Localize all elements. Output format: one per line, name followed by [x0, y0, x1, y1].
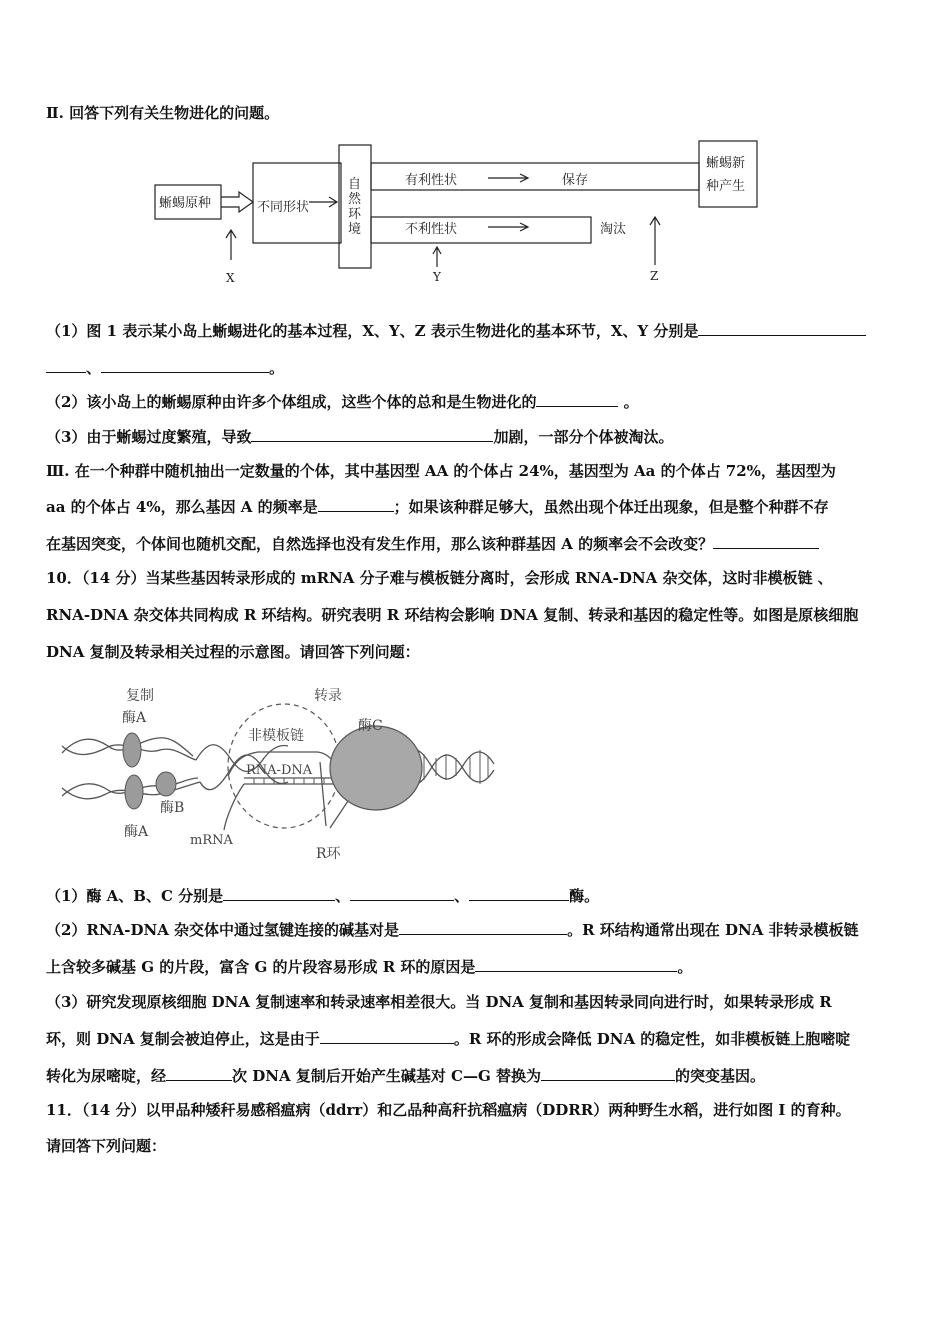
q9-question-1-line1: （1）图 1 表示某小岛上蜥蜴进化的基本过程，X、Y、Z 表示生物进化的基本环节，X、Y 分别是	[46, 321, 866, 341]
answer-blank[interactable]	[223, 886, 335, 901]
mrna-label: mRNA	[190, 833, 233, 848]
q10-question-2-line2: 上含较多碱基 G 的片段，富含 G 的片段容易形成 R 环的原因是 。	[46, 958, 693, 976]
enzyme-a-bottom	[125, 775, 143, 809]
traits-arrow	[309, 197, 337, 207]
q10-line1: 10．（14 分）当某些基因转录形成的 mRNA 分子难与模板链分离时，会形成 RNA-DNA 杂交体，这时非模板链 、	[46, 569, 833, 587]
part3-line3: 在基因突变，个体间也随机交配，自然选择也没有发生作用，那么该种群基因 A 的频率会不会改变？	[46, 534, 819, 554]
answer-blank[interactable]	[475, 957, 677, 972]
enzyme-b	[156, 772, 176, 796]
enzyme-a-bottom-label: 酶A	[124, 824, 149, 840]
mrna-strand	[224, 784, 244, 830]
non-template-label: 非模板链	[248, 728, 304, 744]
q11-line1: 11．（14 分）以甲品种矮秆易感稻瘟病（ddrr）和乙品种高秆抗稻瘟病（DDRR）两种野生水稻，进行如图 I 的育种。	[46, 1101, 851, 1119]
rna-dna-label: RNA-DNA	[246, 763, 313, 778]
q10-question-3-line2: 环，则 DNA 复制会被迫停止，这是由于 。R 环的形成会降低 DNA 的稳定性，如非模板链上胞嘧啶	[46, 1030, 851, 1048]
part3-line2: aa 的个体占 4%，那么基因 A 的频率是 ；如果该种群足够大，虽然出现个体迁出现象，但是整个种群不存	[46, 498, 829, 516]
evolution-diagram	[150, 140, 770, 290]
origin-label: 蜥蜴原种	[159, 196, 212, 211]
enzyme-a-top-label: 酶A	[122, 710, 147, 726]
q9-question-2: （2）该小岛上的蜥蜴原种由许多个体组成，这些个体的总和是生物进化的 。	[46, 393, 639, 411]
unfavorable-label: 不利性状	[405, 222, 458, 237]
unfavorable-arrow	[488, 223, 528, 231]
x-arrow	[226, 230, 236, 260]
new-species-line2: 种产生	[706, 179, 746, 194]
label-z: Z	[650, 269, 659, 283]
traits-label: 不同形状	[257, 200, 310, 215]
q9-question-1-line2: 、 。	[46, 358, 284, 378]
answer-blank[interactable]	[536, 392, 618, 407]
q9-question-3: （3）由于蜥蜴过度繁殖，导致 加剧，一部分个体被淘汰。	[46, 428, 674, 446]
q10-question-3-line1: （3）研究发现原核细胞 DNA 复制速率和转录速率相差很大。当 DNA 复制和基因转录同向进行时，如果转录形成 R	[46, 993, 832, 1011]
new-species-line1: 蜥蜴新	[706, 156, 746, 171]
r-loop-label: R环	[316, 846, 341, 862]
q10-line3: DNA 复制及转录相关过程的示意图。请回答下列问题：	[46, 643, 420, 661]
label-x: X	[226, 271, 235, 285]
z-arrow	[650, 217, 660, 265]
q10-question-2-line1: （2）RNA-DNA 杂交体中通过氢键连接的碱基对是 。R 环结构通常出现在 DNA 非转录模板链	[46, 921, 859, 939]
q10-line2: RNA-DNA 杂交体共同构成 R 环结构。研究表明 R 环结构会影响 DNA 复制、转录和基因的稳定性等。如图是原核细胞	[46, 606, 859, 624]
answer-blank[interactable]	[350, 886, 454, 901]
answer-blank[interactable]	[46, 358, 86, 373]
enzyme-c	[330, 726, 422, 810]
keep-label: 保存	[562, 173, 589, 188]
part3-line1: Ⅲ. 在一个种群中随机抽出一定数量的个体，其中基因型 AA 的个体占 24%，基因型为 Aa 的个体占 72%，基因型为	[46, 462, 836, 480]
env-char-3: 环	[348, 207, 362, 222]
q10-question-1: （1）酶 A、B、C 分别是 、 、 酶。	[46, 887, 600, 905]
enzyme-a-top	[123, 733, 141, 767]
hollow-arrow	[221, 192, 253, 212]
replication-label: 复制	[126, 688, 154, 704]
answer-blank[interactable]	[166, 1066, 232, 1081]
answer-blank[interactable]	[399, 920, 567, 935]
answer-blank[interactable]	[713, 534, 819, 549]
answer-blank[interactable]	[698, 321, 866, 336]
eliminate-label: 淘汰	[600, 222, 627, 237]
unfavorable-box	[371, 217, 591, 243]
env-char-2: 然	[348, 192, 362, 207]
answer-blank[interactable]	[101, 358, 269, 373]
enzyme-b-label: 酶B	[160, 800, 185, 816]
favorable-arrow	[488, 174, 528, 182]
env-char-1: 自	[348, 177, 362, 192]
y-arrow	[433, 247, 441, 267]
answer-blank[interactable]	[469, 886, 569, 901]
transcription-label: 转录	[314, 688, 342, 704]
new-species-box	[699, 141, 757, 207]
answer-blank[interactable]	[541, 1066, 675, 1081]
part2-heading: Ⅱ. 回答下列有关生物进化的问题。	[46, 104, 280, 122]
r-loop-diagram	[58, 678, 503, 868]
q11-line2: 请回答下列问题：	[46, 1137, 167, 1155]
answer-blank[interactable]	[251, 427, 493, 442]
answer-blank[interactable]	[320, 1029, 454, 1044]
answer-blank[interactable]	[318, 497, 394, 512]
label-y: Y	[433, 270, 441, 284]
favorable-label: 有利性状	[405, 173, 458, 188]
q10-question-3-line3: 转化为尿嘧啶，经 次 DNA 复制后开始产生碱基对 C—G 替换为 的突变基因。	[46, 1067, 766, 1085]
env-char-4: 境	[348, 222, 362, 237]
enzyme-c-label: 酶C	[358, 718, 383, 734]
